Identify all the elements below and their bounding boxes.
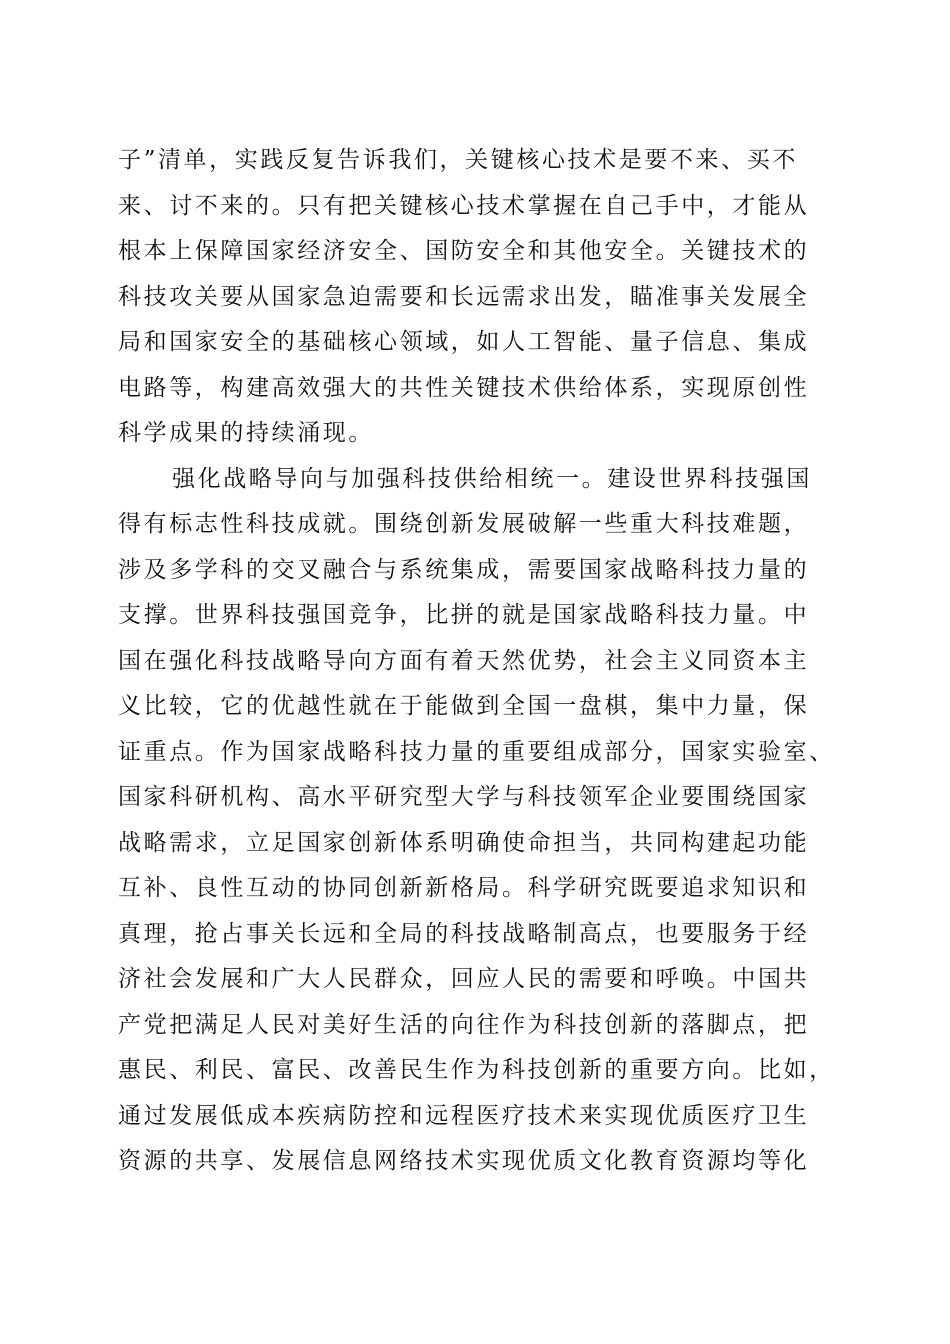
text-line: 真理，抢占事关长远和全局的科技战略制高点，也要服务于经 (118, 920, 810, 947)
text-line: 互补、良性互动的协同创新新格局。科学研究既要追求知识和 (118, 875, 810, 901)
text-line: 通过发展低成本疾病防控和远程医疗技术来实现优质医疗卫生 (118, 1102, 810, 1129)
text-line: 惠民、利民、富民、改善民生作为科技创新的重要方向。比如， (118, 1057, 835, 1083)
text-line: 资源的共享、发展信息网络技术实现优质文化教育资源均等化 (118, 1148, 810, 1174)
paragraph-start-line: 强化战略导向与加强科技供给相统一。建设世界科技强国 (172, 465, 812, 492)
body-text (118, 138, 838, 1185)
text-line: 支撑。世界科技强国竞争，比拼的就是国家战略科技力量。中 (118, 602, 810, 628)
text-line: 国家科研机构、高水平研究型大学与科技领军企业要围绕国家 (118, 784, 810, 810)
text-line: 战略需求，立足国家创新体系明确使命担当，共同构建起功能 (118, 829, 810, 856)
text-line: 科技攻关要从国家急迫需要和长远需求出发，瞄准事关发展全 (118, 283, 810, 310)
text-line: 子”清单，实践反复告诉我们，关键核心技术是要不来、买不 (118, 147, 798, 173)
text-line: 科学成果的持续涌现。 (118, 420, 374, 446)
text-line: 电路等，构建高效强大的共性关键技术供给体系，实现原创性 (118, 374, 810, 401)
text-line: 涉及多学科的交叉融合与系统集成，需要国家战略科技力量的 (118, 556, 810, 583)
text-line: 证重点。作为国家战略科技力量的重要组成部分，国家实验室、 (118, 738, 835, 765)
text-line: 济社会发展和广大人民群众，回应人民的需要和呼唤。中国共 (118, 966, 810, 992)
text-line: 国在强化科技战略导向方面有着天然优势，社会主义同资本主 (118, 647, 810, 674)
text-line: 根本上保障国家经济安全、国防安全和其他安全。关键技术的 (118, 238, 810, 264)
text-line: 产党把满足人民对美好生活的向往作为科技创新的落脚点，把 (118, 1011, 810, 1038)
text-line: 义比较，它的优越性就在于能做到全国一盘棋，集中力量，保 (118, 693, 810, 719)
text-line: 局和国家安全的基础核心领域，如人工智能、量子信息、集成 (118, 329, 810, 355)
text-line: 得有标志性科技成就。围绕创新发展破解一些重大科技难题， (118, 511, 810, 537)
text-line: 来、讨不来的。只有把关键核心技术掌握在自己手中，才能从 (118, 192, 810, 219)
